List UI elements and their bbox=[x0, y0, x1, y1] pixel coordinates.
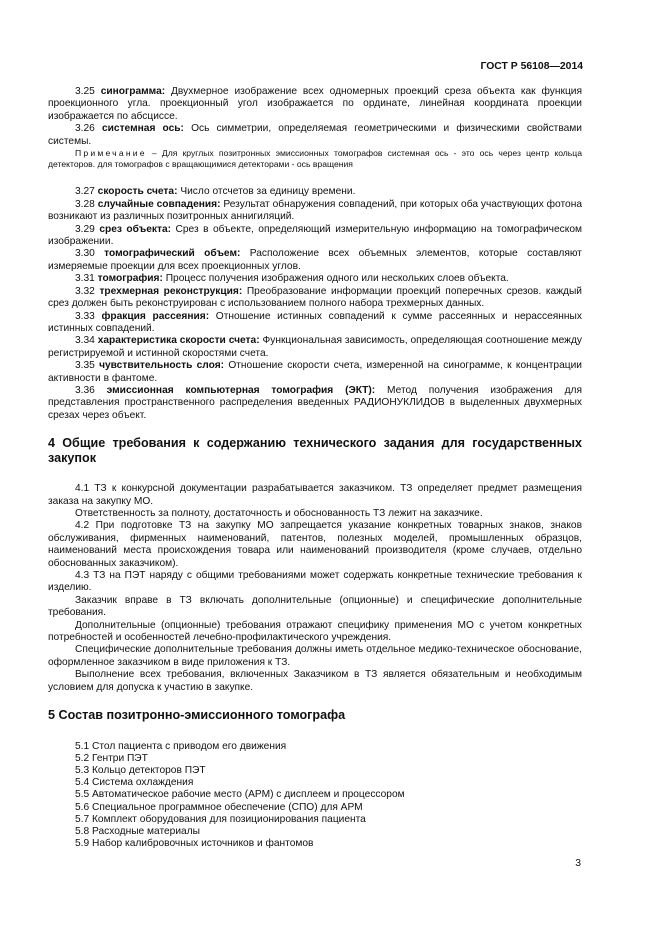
list-item: 5.5 Автоматическое рабочие место (АРМ) с дисплеем и процессором bbox=[75, 789, 405, 801]
definition-3-28: 3.28 случайные совпадения: Результат обнаружения совпадений, при которых оба участвующих фотона возникают из различных позитронных аннигиляций. bbox=[48, 198, 582, 223]
section-5-heading: 5 Состав позитронно-эмиссионного томографа bbox=[48, 708, 346, 723]
definition-3-25: 3.25 синограмма: Двухмерное изображение всех одномерных проекций среза объекта как функция проекционного угла. проекционный угол изображается по ординате, линейная координата проекции изображается по абсциссе. bbox=[48, 86, 582, 122]
page-body bbox=[48, 86, 582, 850]
definition-3-29: 3.29 срез объекта: Срез в объекте, определяющий измерительную информацию на томографическом изображении. bbox=[48, 223, 582, 248]
list-item: 5.2 Гентри ПЭТ bbox=[75, 752, 148, 764]
section-4-paragraph: 4.3 ТЗ на ПЭТ наряду с общими требованиями может содержать конкретные технические требования к изделию. bbox=[48, 570, 582, 594]
list-item: 5.8 Расходные материалы bbox=[75, 825, 200, 837]
list-item: 5.7 Комплект оборудования для позиционирования пациента bbox=[75, 813, 366, 825]
definition-3-32: 3.32 трехмерная реконструкция: Преобразование информации проекций поперечных срезов. каждый срез должен быть реконструирован с использованием полного набора трехмерных данных. bbox=[48, 285, 582, 310]
definition-3-36: 3.36 эмиссионная компьютерная томография (ЭКТ): Метод получения изображения для представления пространственного распределения введенных РАДИОНУКЛИДОВ в выделенных двухмерных срезах через объект. bbox=[48, 384, 582, 421]
section-4-paragraph: 4.2 При подготовке ТЗ на закупку МО запрещается указание конкретных товарных знаков, знаков обслуживания, фирменных наименований, патентов, полезных моделей, промышленных образцов, наименований места происхождения товара или наименований производителя (кроме случаев, отдельно обоснованных заказчиком). bbox=[48, 520, 582, 569]
list-item: 5.6 Специальное программное обеспечение (СПО) для АРМ bbox=[75, 801, 363, 813]
list-item: 5.9 Набор калибровочных источников и фантомов bbox=[75, 838, 314, 850]
definition-3-27: 3.27 скорость счета: Число отсчетов за единицу времени. bbox=[75, 186, 356, 198]
note: Примечание – Для круглых позитронных эмиссионных томографов системная ось - это ось через центр кольца детекторов. для томографов с вращающимися детекторами - ось вращения bbox=[48, 148, 582, 170]
section-4-paragraph: Дополнительные (опционные) требования отражают специфику применения МО с учетом конкретных потребностей и особенностей лечебно-профилактического учреждения. bbox=[48, 619, 582, 644]
section-4-paragraph: Заказчик вправе в ТЗ включать дополнительные (опционные) и специфические дополнительные требования. bbox=[48, 594, 582, 619]
definition-3-35: 3.35 чувствительность слоя: Отношение скорости счета, измеренной на синограмме, к концентрации активности в фантоме. bbox=[48, 360, 582, 384]
definition-3-30: 3.30 томографический объем: Расположение всех объемных элементов, которые составляют измеряемые проекции для всех проекционных углов. bbox=[48, 248, 582, 272]
standard-header: ГОСТ Р 56108—2014 bbox=[480, 61, 583, 72]
section-4-heading: 4 Общие требования к содержанию технического задания для государственных закупок bbox=[48, 436, 582, 465]
list-item: 5.4 Система охлаждения bbox=[75, 777, 194, 789]
definition-3-31: 3.31 томография: Процесс получения изображения одного или нескольких слоев объекта. bbox=[75, 273, 509, 285]
page-number: 3 bbox=[575, 858, 581, 869]
definition-3-34: 3.34 характеристика скорости счета: Функциональная зависимость, определяющая соотношение между регистрируемой и истинной скоростями счета. bbox=[48, 335, 583, 359]
list-item: 5.1 Стол пациента с приводом его движения bbox=[75, 740, 287, 752]
section-4-paragraph: 4.1 ТЗ к конкурсной документации разрабатывается заказчиком. ТЗ определяет предмет размещения заказа на закупку МО. bbox=[48, 483, 582, 507]
definition-3-26: 3.26 системная ось: Ось симметрии, определяемая геометрическими и физическими свойствами системы. bbox=[48, 123, 582, 147]
section-4-paragraph: Выполнение всех требования, включенных Заказчиком в ТЗ является обязательным и необходимым условием для допуска к участию в закупке. bbox=[48, 669, 582, 693]
list-item: 5.3 Кольцо детекторов ПЭТ bbox=[75, 764, 206, 776]
definition-3-33: 3.33 фракция рассеяния: Отношение истинных совпадений к сумме рассеянных и нерассеянных истинных совпадений. bbox=[48, 310, 582, 334]
composition-list bbox=[48, 741, 582, 851]
section-4-paragraph: Специфические дополнительные требования должны иметь отдельное медико-техническое обоснование, оформленное заказчиком в виде приложения к ТЗ. bbox=[48, 644, 582, 668]
section-4-paragraph: Ответственность за полноту, достаточность и обоснованность ТЗ лежит на заказчике. bbox=[75, 507, 483, 519]
